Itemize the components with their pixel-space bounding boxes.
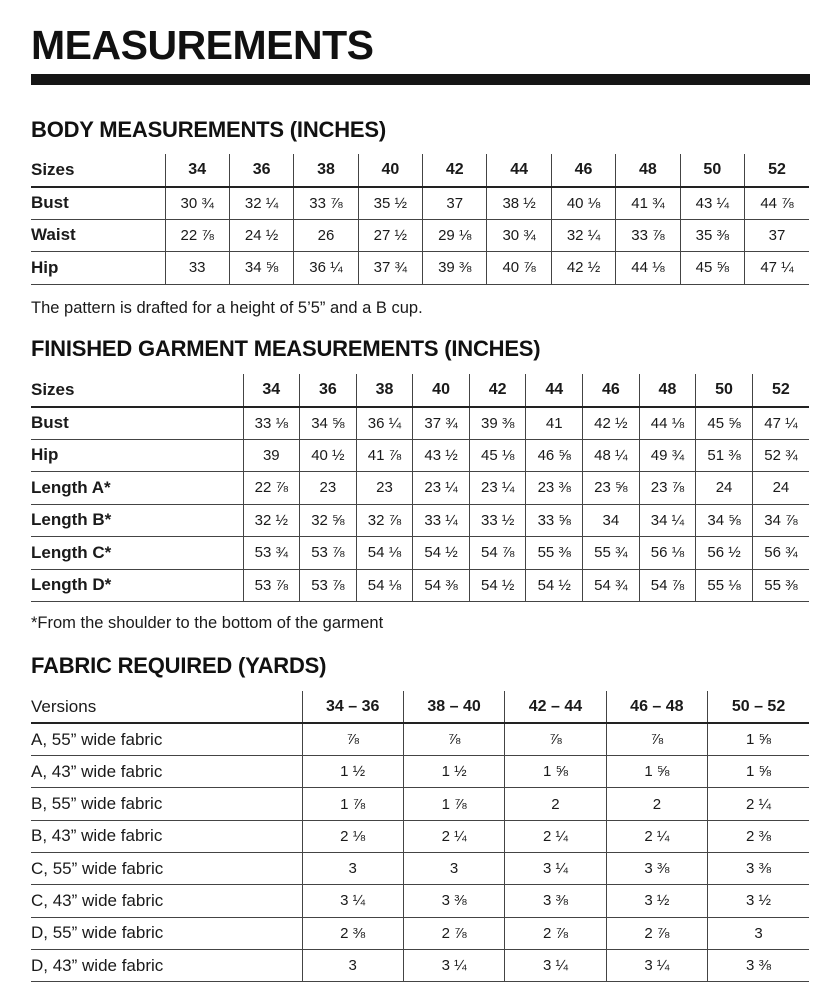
finished-cell: 53 ⅞ — [300, 569, 357, 602]
finished-cell: 41 — [526, 407, 583, 440]
body-cell: 47 ¼ — [745, 252, 809, 285]
body-header-label: Sizes — [31, 154, 165, 187]
finished-column-header: 38 — [356, 374, 413, 407]
finished-cell: 56 ¾ — [752, 537, 809, 570]
title-rule — [31, 74, 810, 85]
finished-cell: 55 ⅜ — [752, 569, 809, 602]
table-row — [31, 852, 809, 884]
body-cell: 43 ¼ — [680, 187, 744, 220]
finished-cell: 23 — [356, 472, 413, 505]
finished-cell: 46 ⅝ — [526, 439, 583, 472]
finished-cell: 51 ⅜ — [696, 439, 753, 472]
body-cell: 41 ¾ — [616, 187, 680, 220]
body-cell: 34 ⅝ — [229, 252, 293, 285]
finished-cell: 34 — [583, 504, 640, 537]
finished-cell: 42 ½ — [583, 407, 640, 440]
finished-column-header: 50 — [696, 374, 753, 407]
fabric-cell: 3 ¼ — [302, 885, 403, 917]
table-row — [31, 885, 809, 917]
body-row-label: Hip — [31, 252, 165, 285]
fabric-row-label: D, 55” wide fabric — [31, 917, 302, 949]
finished-cell: 47 ¼ — [752, 407, 809, 440]
body-column-header: 40 — [358, 154, 422, 187]
fabric-row-label: A, 43” wide fabric — [31, 756, 302, 788]
body-column-header: 36 — [229, 154, 293, 187]
finished-cell: 49 ¾ — [639, 439, 696, 472]
fabric-header-row — [31, 691, 809, 723]
finished-cell: 39 — [243, 439, 300, 472]
fabric-cell: 2 ⅞ — [505, 917, 606, 949]
body-cell: 27 ½ — [358, 219, 422, 252]
fabric-cell: 3 — [403, 852, 504, 884]
finished-column-header: 48 — [639, 374, 696, 407]
fabric-cell: 2 ¼ — [505, 820, 606, 852]
finished-cell: 34 ¼ — [639, 504, 696, 537]
fabric-cell: 3 — [708, 917, 809, 949]
body-cell: 36 ¼ — [294, 252, 358, 285]
body-cell: 42 ½ — [551, 252, 615, 285]
finished-garment-heading: FINISHED GARMENT MEASUREMENTS (INCHES) — [31, 336, 541, 361]
finished-cell: 55 ⅜ — [526, 537, 583, 570]
finished-cell: 43 ½ — [413, 439, 470, 472]
finished-row-label: Length B* — [31, 504, 243, 537]
fabric-cell: 2 — [505, 788, 606, 820]
body-row-label: Waist — [31, 219, 165, 252]
fabric-row-label: B, 43” wide fabric — [31, 820, 302, 852]
body-cell: 37 ¾ — [358, 252, 422, 285]
finished-cell: 53 ⅞ — [300, 537, 357, 570]
fabric-cell: 1 ½ — [403, 756, 504, 788]
body-measurements-heading: BODY MEASUREMENTS (INCHES) — [31, 117, 386, 142]
finished-cell: 56 ⅛ — [639, 537, 696, 570]
fabric-column-header: 50 – 52 — [708, 691, 809, 723]
finished-cell: 53 ¾ — [243, 537, 300, 570]
finished-cell: 54 ½ — [526, 569, 583, 602]
finished-row-label: Bust — [31, 407, 243, 440]
fabric-cell: 2 — [606, 788, 707, 820]
body-cell: 45 ⅝ — [680, 252, 744, 285]
finished-row-label: Length A* — [31, 472, 243, 505]
body-column-header: 52 — [745, 154, 809, 187]
finished-cell: 33 ½ — [469, 504, 526, 537]
finished-cell: 23 — [300, 472, 357, 505]
finished-cell: 23 ⅜ — [526, 472, 583, 505]
fabric-column-header: 46 – 48 — [606, 691, 707, 723]
finished-cell: 53 ⅞ — [243, 569, 300, 602]
finished-cell: 39 ⅜ — [469, 407, 526, 440]
finished-cell: 54 ½ — [469, 569, 526, 602]
fabric-cell: 3 ¼ — [505, 852, 606, 884]
fabric-cell: 1 ⅞ — [403, 788, 504, 820]
finished-cell: 32 ⅝ — [300, 504, 357, 537]
finished-cell: 33 ⅛ — [243, 407, 300, 440]
body-cell: 35 ½ — [358, 187, 422, 220]
fabric-cell: 1 ⅝ — [505, 756, 606, 788]
body-header-row — [31, 154, 809, 187]
fabric-cell: ⅞ — [505, 723, 606, 755]
table-row — [31, 439, 809, 472]
body-cell: 32 ¼ — [551, 219, 615, 252]
finished-cell: 48 ¼ — [583, 439, 640, 472]
finished-cell: 34 ⅝ — [696, 504, 753, 537]
finished-garment-table — [31, 374, 809, 602]
body-column-header: 44 — [487, 154, 551, 187]
finished-cell: 33 ¼ — [413, 504, 470, 537]
finished-column-header: 34 — [243, 374, 300, 407]
fabric-cell: 3 ⅜ — [708, 949, 809, 981]
finished-column-header: 40 — [413, 374, 470, 407]
body-cell: 24 ½ — [229, 219, 293, 252]
fabric-cell: 1 ⅞ — [302, 788, 403, 820]
finished-header-label: Sizes — [31, 374, 243, 407]
body-cell: 39 ⅜ — [423, 252, 487, 285]
fabric-cell: 3 — [302, 852, 403, 884]
finished-cell: 33 ⅝ — [526, 504, 583, 537]
body-cell: 33 — [165, 252, 229, 285]
body-column-header: 34 — [165, 154, 229, 187]
table-row — [31, 723, 809, 755]
page-title: MEASUREMENTS — [31, 22, 374, 68]
finished-column-header: 42 — [469, 374, 526, 407]
body-cell: 22 ⅞ — [165, 219, 229, 252]
fabric-row-label: C, 43” wide fabric — [31, 885, 302, 917]
finished-cell: 24 — [752, 472, 809, 505]
height-note: The pattern is drafted for a height of 5’5” and a B cup. — [31, 299, 423, 317]
fabric-cell: 2 ⅛ — [302, 820, 403, 852]
table-row — [31, 949, 809, 981]
finished-cell: 55 ¾ — [583, 537, 640, 570]
body-measurements-table — [31, 154, 809, 285]
fabric-cell: 3 ½ — [708, 885, 809, 917]
finished-column-header: 36 — [300, 374, 357, 407]
fabric-column-header: 34 – 36 — [302, 691, 403, 723]
finished-column-header: 52 — [752, 374, 809, 407]
finished-cell: 56 ½ — [696, 537, 753, 570]
finished-cell: 55 ⅛ — [696, 569, 753, 602]
fabric-cell: ⅞ — [302, 723, 403, 755]
fabric-cell: 1 ⅝ — [708, 756, 809, 788]
body-cell: 30 ¾ — [165, 187, 229, 220]
table-row — [31, 820, 809, 852]
finished-cell: 54 ½ — [413, 537, 470, 570]
finished-cell: 24 — [696, 472, 753, 505]
finished-row-label: Hip — [31, 439, 243, 472]
finished-header-row — [31, 374, 809, 407]
body-cell: 32 ¼ — [229, 187, 293, 220]
body-cell: 29 ⅛ — [423, 219, 487, 252]
fabric-cell: ⅞ — [606, 723, 707, 755]
body-column-header: 46 — [551, 154, 615, 187]
table-row — [31, 917, 809, 949]
body-cell: 40 ⅞ — [487, 252, 551, 285]
body-cell: 33 ⅞ — [616, 219, 680, 252]
finished-cell: 23 ⅞ — [639, 472, 696, 505]
fabric-cell: 3 ¼ — [606, 949, 707, 981]
fabric-column-header: 38 – 40 — [403, 691, 504, 723]
table-row — [31, 756, 809, 788]
fabric-cell: 2 ¼ — [403, 820, 504, 852]
table-row — [31, 472, 809, 505]
body-cell: 44 ⅛ — [616, 252, 680, 285]
finished-cell: 34 ⅞ — [752, 504, 809, 537]
fabric-header-label: Versions — [31, 691, 302, 723]
fabric-cell: 1 ⅝ — [606, 756, 707, 788]
fabric-row-label: B, 55” wide fabric — [31, 788, 302, 820]
fabric-cell: 2 ⅞ — [403, 917, 504, 949]
body-cell: 38 ½ — [487, 187, 551, 220]
finished-cell: 41 ⅞ — [356, 439, 413, 472]
fabric-cell: 2 ⅜ — [708, 820, 809, 852]
finished-cell: 23 ⅝ — [583, 472, 640, 505]
finished-cell: 40 ½ — [300, 439, 357, 472]
finished-row-label: Length C* — [31, 537, 243, 570]
finished-column-header: 44 — [526, 374, 583, 407]
table-row — [31, 569, 809, 602]
fabric-required-heading: FABRIC REQUIRED (YARDS) — [31, 653, 327, 678]
body-cell: 37 — [745, 219, 809, 252]
fabric-cell: 3 ¼ — [403, 949, 504, 981]
fabric-cell: 2 ⅞ — [606, 917, 707, 949]
finished-cell: 23 ¼ — [413, 472, 470, 505]
fabric-cell: 3 ½ — [606, 885, 707, 917]
fabric-cell: ⅞ — [403, 723, 504, 755]
fabric-cell: 3 ⅜ — [606, 852, 707, 884]
body-column-header: 50 — [680, 154, 744, 187]
fabric-cell: 1 ⅝ — [708, 723, 809, 755]
finished-cell: 54 ⅜ — [413, 569, 470, 602]
fabric-cell: 3 ⅜ — [708, 852, 809, 884]
fabric-cell: 2 ¼ — [708, 788, 809, 820]
body-cell: 33 ⅞ — [294, 187, 358, 220]
finished-row-label: Length D* — [31, 569, 243, 602]
finished-cell: 22 ⅞ — [243, 472, 300, 505]
body-column-header: 48 — [616, 154, 680, 187]
fabric-row-label: D, 43” wide fabric — [31, 949, 302, 981]
table-row — [31, 219, 809, 252]
body-cell: 44 ⅞ — [745, 187, 809, 220]
body-column-header: 38 — [294, 154, 358, 187]
finished-cell: 52 ¾ — [752, 439, 809, 472]
finished-cell: 36 ¼ — [356, 407, 413, 440]
fabric-cell: 3 — [302, 949, 403, 981]
finished-cell: 45 ⅝ — [696, 407, 753, 440]
finished-cell: 54 ⅞ — [469, 537, 526, 570]
fabric-cell: 1 ½ — [302, 756, 403, 788]
fabric-column-header: 42 – 44 — [505, 691, 606, 723]
length-footnote: *From the shoulder to the bottom of the garment — [31, 614, 384, 632]
finished-cell: 44 ⅛ — [639, 407, 696, 440]
finished-column-header: 46 — [583, 374, 640, 407]
finished-cell: 45 ⅛ — [469, 439, 526, 472]
finished-cell: 37 ¾ — [413, 407, 470, 440]
table-row — [31, 537, 809, 570]
finished-cell: 54 ¾ — [583, 569, 640, 602]
body-cell: 37 — [423, 187, 487, 220]
fabric-cell: 3 ¼ — [505, 949, 606, 981]
finished-cell: 54 ⅞ — [639, 569, 696, 602]
body-row-label: Bust — [31, 187, 165, 220]
fabric-cell: 2 ¼ — [606, 820, 707, 852]
fabric-cell: 3 ⅜ — [505, 885, 606, 917]
finished-cell: 54 ⅛ — [356, 569, 413, 602]
table-row — [31, 504, 809, 537]
fabric-cell: 3 ⅜ — [403, 885, 504, 917]
fabric-row-label: C, 55” wide fabric — [31, 852, 302, 884]
table-row — [31, 788, 809, 820]
body-cell: 40 ⅛ — [551, 187, 615, 220]
fabric-row-label: A, 55” wide fabric — [31, 723, 302, 755]
body-cell: 35 ⅜ — [680, 219, 744, 252]
table-row — [31, 252, 809, 285]
table-row — [31, 187, 809, 220]
finished-cell: 54 ⅛ — [356, 537, 413, 570]
fabric-cell: 2 ⅜ — [302, 917, 403, 949]
table-row — [31, 407, 809, 440]
body-column-header: 42 — [423, 154, 487, 187]
finished-cell: 23 ¼ — [469, 472, 526, 505]
body-cell: 30 ¾ — [487, 219, 551, 252]
finished-cell: 34 ⅝ — [300, 407, 357, 440]
finished-cell: 32 ½ — [243, 504, 300, 537]
finished-cell: 32 ⅞ — [356, 504, 413, 537]
body-cell: 26 — [294, 219, 358, 252]
fabric-required-table — [31, 691, 809, 982]
